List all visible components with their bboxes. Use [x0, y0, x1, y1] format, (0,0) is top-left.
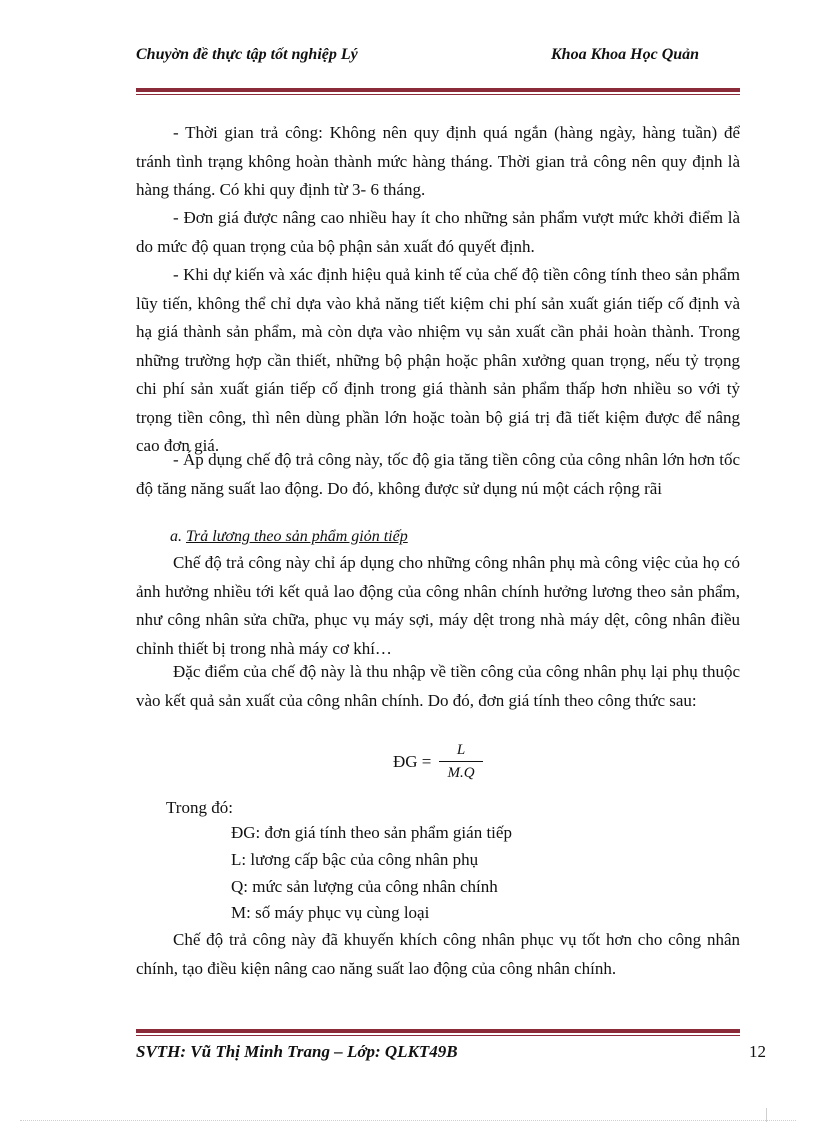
definition-item: L: lương cấp bậc của công nhân phụ	[231, 849, 479, 869]
paragraph-conclusion: Chế độ trả công này đã khuyến khích công nhân phục vụ tốt hơn cho công nhân chính, tạo điều kiện nâng cao năng suất lao động của công nhân chính.	[136, 930, 740, 978]
definition-item: M: số máy phục vụ cùng loại	[231, 903, 430, 923]
formula-numerator: L	[456, 742, 466, 758]
page-corner-mark	[766, 1108, 767, 1122]
footer-rule	[136, 1029, 740, 1033]
formula-denominator: M.Q	[447, 765, 475, 781]
paragraph-application: - Áp dụng chế độ trả công này, tốc độ gia tăng tiền công của công nhân lớn hơn tốc độ tăng năng suất lao động. Do đó, không được sử dụng nú một cách rộng rãi	[136, 450, 740, 498]
section-heading	[170, 524, 408, 550]
footer-rule-thin	[136, 1035, 740, 1036]
paragraph-payment-period: - Thời gian trả công: Không nên quy định quá ngắn (hàng ngày, hàng tuần) để tránh tình trạng không hoàn thành mức hàng tháng. Thời gian trả công nên quy định là hàng tháng. Có khi quy định từ 3- 6 tháng.	[136, 123, 740, 199]
paragraph-indirect-scope: Chế độ trả công này chỉ áp dụng cho những công nhân phụ mà công việc của họ có ảnh hưởng nhiều tới kết quả lao động của công nhân chính hưởng lương theo sản phẩm, như công nhân sửa chữa, phục vụ máy sợi, máy dệt trong nhà máy dệt, công nhân điều chỉnh thiết bị trong nhà máy cơ khí…	[136, 553, 740, 658]
header-department: Khoa Khoa Học Quản	[551, 46, 700, 63]
paragraph-economic-efficiency: - Khi dự kiến và xác định hiệu quả kinh tế của chế độ tiền công tính theo sản phẩm lũy tiến, không thể chỉ dựa vào khả năng tiết kiệm chi phí sản xuất gián tiếp cố định và hạ giá thành sản phẩm, mà còn dựa vào nhiệm vụ sản xuất cần phải hoàn thành. Trong những trường hợp cần thiết, những bộ phận hoặc phân xưởng quan trọng, nếu tỷ trọng chi phí sản xuất gián tiếp cố định trong giá thành sản phẩm thấp hơn nhiều so với tỷ trọng tiền công, thì nên dùng phần lớn hoặc toàn bộ giá trị đã tiết kiệm được để nâng cao đơn giá.	[136, 265, 740, 455]
paragraph-characteristics: Đặc điểm của chế độ này là thu nhập về tiền công của công nhân phụ lại phụ thuộc vào kết quả sản xuất của công nhân chính. Do đó, đơn giá tính theo công thức sau:	[136, 662, 740, 710]
definition-item: ĐG: đơn giá tính theo sản phẩm gián tiếp	[231, 823, 512, 842]
footer-student-info: SVTH: Vũ Thị Minh Trang – Lớp: QLKT49B	[136, 1042, 458, 1061]
where-label: Trong đó:	[166, 798, 233, 817]
formula-lhs: ĐG =	[393, 752, 432, 771]
heading-marker: a.	[170, 528, 182, 545]
page-edge-dotted-line	[20, 1120, 796, 1121]
paragraph-unit-price: - Đơn giá được nâng cao nhiều hay ít cho những sản phẩm vượt mức khởi điểm là do mức độ quan trọng của bộ phận sản xuất đó quyết định.	[136, 208, 740, 256]
page-number: 12	[749, 1042, 766, 1061]
definition-list	[231, 820, 512, 927]
header-rule	[136, 88, 740, 92]
definition-item: Q: mức sản lượng của công nhân chính	[231, 876, 498, 896]
header-rule-thin	[136, 94, 740, 95]
formula-fraction	[439, 740, 483, 783]
heading-text: Trả lương theo sản phẩm giỏn tiếp	[186, 528, 408, 545]
header-title: Chuyờn đề thực tập tốt nghiệp Lý	[136, 46, 358, 63]
fraction-bar	[439, 761, 483, 762]
